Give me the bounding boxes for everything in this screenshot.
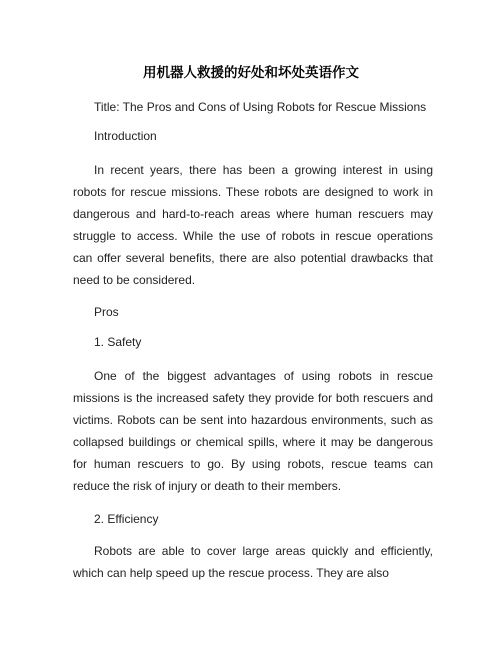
section-heading-introduction: Introduction [94, 129, 157, 143]
article-title: Title: The Pros and Cons of Using Robots for Rescue Missions [94, 100, 427, 114]
efficiency-paragraph: Robots are able to cover large areas quickly and efficiently, which can help speed up the rescue process. They are also [73, 544, 433, 580]
safety-paragraph: One of the biggest advantages of using robots in rescue missions is the increased safety they provide for both rescuers and victims. Robots can be sent into hazardous environments, such as collapsed buildings or chemical spills, where it may be dangerous for human rescuers to go. By using robots, rescue teams can reduce the risk of injury or death to their members. [73, 369, 433, 493]
safety-paragraph-block [73, 365, 433, 497]
introduction-paragraph: In recent years, there has been a growing interest in using robots for rescue missions. These robots are designed to work in dangerous and hard-to-reach areas where human rescuers may struggle to access. While the use of robots in rescue operations can offer several benefits, there are also potential drawbacks that need to be considered. [73, 163, 433, 287]
introduction-paragraph-block [73, 159, 433, 291]
introduction-block [73, 125, 433, 147]
article-title-line [73, 96, 433, 118]
efficiency-paragraph-block [73, 540, 433, 584]
pros-block [73, 301, 433, 323]
section-heading-pros: Pros [94, 305, 119, 319]
document-heading: 用机器人救援的好处和坏处英语作文 [143, 65, 359, 81]
subheading-safety: 1. Safety [94, 335, 142, 349]
subheading-efficiency: 2. Efficiency [94, 512, 159, 526]
efficiency-heading-block [73, 508, 433, 530]
safety-heading-block [73, 331, 433, 353]
